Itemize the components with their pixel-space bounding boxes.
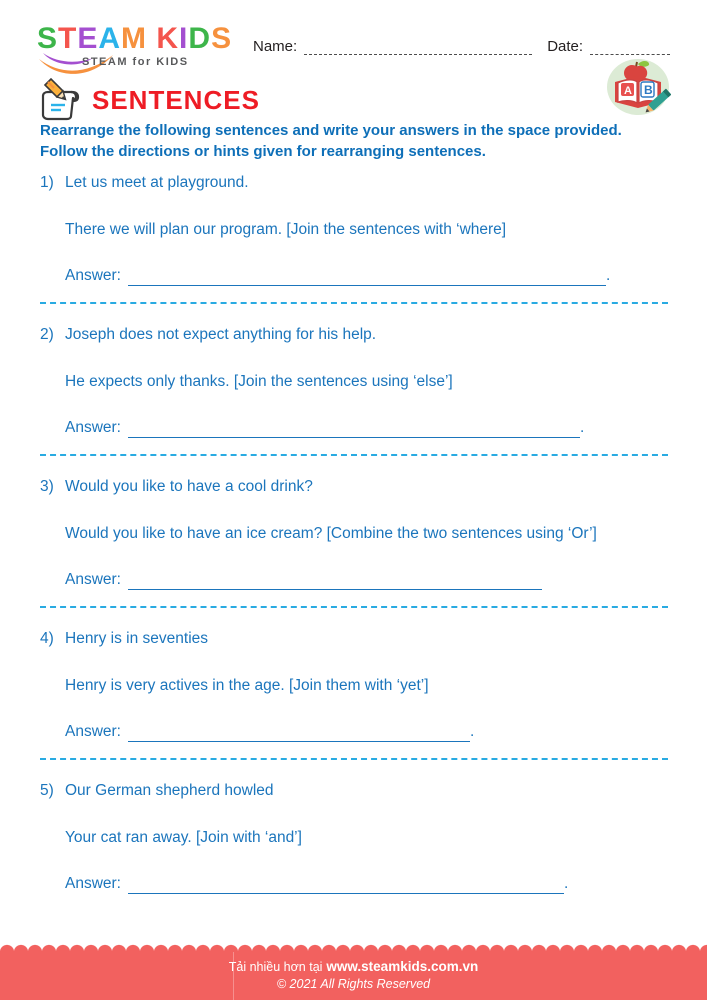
answer-label: Answer: — [65, 571, 121, 588]
answer-row — [65, 570, 668, 590]
question-number: 5) — [40, 782, 54, 799]
name-blank-line[interactable] — [304, 41, 532, 55]
footer-fold-line — [233, 952, 234, 1000]
sentence-text: Henry is very actives in the age. [Join them with ‘yet’] — [65, 677, 429, 694]
answer-label: Answer: — [65, 419, 121, 436]
steamkids-logo — [37, 22, 247, 68]
footer-download-line — [0, 952, 707, 974]
footer-scalloped-edge — [0, 944, 707, 952]
sentence-text: Would you like to have an ice cream? [Combine the two sentences using ‘Or’] — [65, 525, 597, 542]
answer-blank-line[interactable] — [128, 269, 606, 286]
section-divider — [40, 454, 668, 456]
page-title: SENTENCES — [92, 84, 260, 115]
title-row — [38, 78, 260, 122]
question-sentence-row — [40, 780, 668, 801]
question-sentence-row — [65, 523, 668, 544]
question-number: 4) — [40, 630, 54, 647]
name-date-row — [253, 38, 670, 55]
answer-row — [65, 874, 668, 894]
question-sentence-row — [40, 476, 668, 497]
answer-row — [65, 722, 668, 742]
svg-text:B: B — [644, 83, 653, 97]
name-label: Name: — [253, 38, 298, 55]
ab-book-icon — [605, 56, 671, 116]
question-sentence-row — [40, 628, 668, 649]
instructions-line-2: Follow the directions or hints given for rearranging sentences. — [40, 143, 486, 160]
website-url[interactable]: www.steamkids.com.vn — [326, 959, 479, 974]
question-sentence-row — [40, 172, 668, 193]
question-sentence-row — [65, 827, 668, 848]
question-number: 3) — [40, 478, 54, 495]
date-label: Date: — [547, 38, 584, 55]
svg-text:A: A — [624, 85, 632, 97]
worksheet-body — [40, 172, 668, 894]
instructions-line-1: Rearrange the following sentences and write your answers in the space provided. — [40, 122, 622, 139]
answer-blank-line[interactable] — [128, 421, 580, 438]
answer-blank-line[interactable] — [128, 725, 470, 742]
answer-blank-line[interactable] — [128, 877, 564, 894]
section-divider — [40, 302, 668, 304]
sentence-text: Our German shepherd howled — [65, 782, 274, 799]
answer-suffix: . — [580, 419, 585, 436]
sentence-text: There we will plan our program. [Join the sentences with ‘where] — [65, 221, 507, 238]
answer-label: Answer: — [65, 723, 121, 740]
question-block-2 — [40, 324, 668, 438]
answer-suffix: . — [470, 723, 475, 740]
pencil-scroll-icon — [38, 78, 84, 122]
sentence-text: He expects only thanks. [Join the sentences using ‘else’] — [65, 373, 453, 390]
question-block-4 — [40, 628, 668, 742]
answer-suffix: . — [606, 267, 611, 284]
sentence-text: Let us meet at playground. — [65, 174, 249, 191]
question-number: 1) — [40, 174, 54, 191]
answer-suffix: . — [564, 875, 569, 892]
question-sentence-row — [65, 371, 668, 392]
logo-tagline: STEAM for KIDS — [82, 56, 189, 68]
sentence-text: Henry is in seventies — [65, 630, 209, 647]
answer-row — [65, 266, 668, 286]
answer-label: Answer: — [65, 267, 121, 284]
logo-wordmark: STEAM KIDS — [37, 22, 233, 55]
footer-copyright: © 2021 All Rights Reserved — [276, 977, 431, 991]
question-block-3 — [40, 476, 668, 590]
footer — [0, 952, 707, 1000]
instructions — [40, 120, 695, 162]
sentence-text: Would you like to have a cool drink? — [65, 478, 313, 495]
question-sentence-row — [65, 219, 668, 240]
question-number: 2) — [40, 326, 54, 343]
answer-blank-line[interactable] — [128, 573, 542, 590]
date-blank-line[interactable] — [590, 41, 670, 55]
answer-row — [65, 418, 668, 438]
section-divider — [40, 758, 668, 760]
sentence-text: Joseph does not expect anything for his help. — [65, 326, 377, 343]
section-divider — [40, 606, 668, 608]
question-block-1 — [40, 172, 668, 286]
footer-download-text: Tải nhiều hơn tại — [228, 960, 323, 974]
answer-label: Answer: — [65, 875, 121, 892]
sentence-text: Your cat ran away. [Join with ‘and’] — [65, 829, 302, 846]
question-block-5 — [40, 780, 668, 894]
question-sentence-row — [40, 324, 668, 345]
question-sentence-row — [65, 675, 668, 696]
